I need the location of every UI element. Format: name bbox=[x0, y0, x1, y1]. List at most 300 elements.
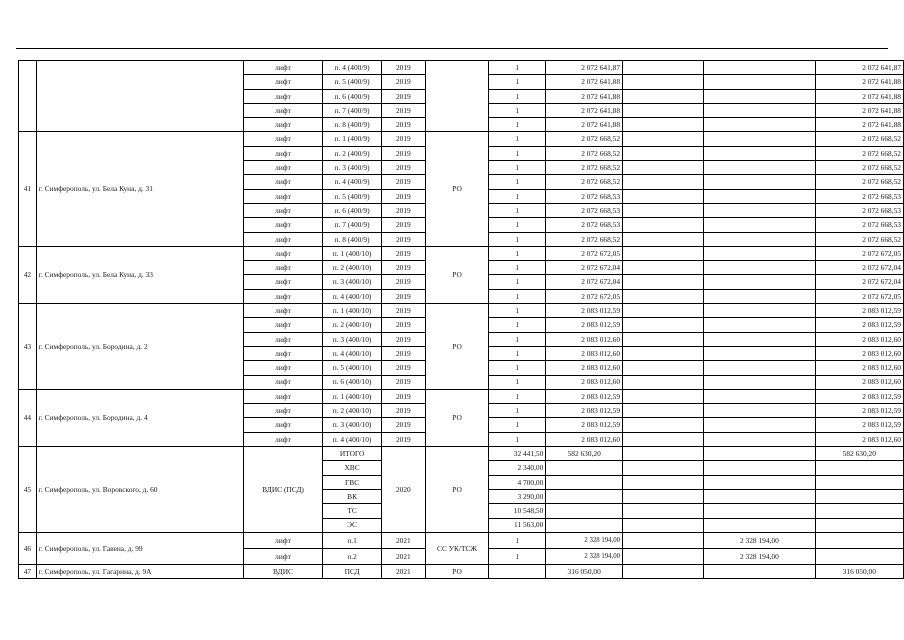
empty-cell bbox=[623, 447, 704, 461]
year-cell: 2019 bbox=[381, 432, 425, 446]
entrance-cell: п.1 bbox=[323, 532, 381, 548]
cost-cell: 2 083 012,60 bbox=[546, 432, 623, 446]
year-cell: 2019 bbox=[381, 418, 425, 432]
entrance-cell: п. 1 (400/9) bbox=[323, 132, 381, 146]
total-cell: 2 072 672,04 bbox=[815, 261, 903, 275]
entrance-cell: п. 3 (400/10) bbox=[323, 275, 381, 289]
entrance-cell: п. 5 (400/9) bbox=[323, 75, 381, 89]
total-cell: 2 083 012,59 bbox=[815, 389, 903, 403]
total-cell: 2 072 672,04 bbox=[815, 275, 903, 289]
empty-cell bbox=[623, 489, 704, 503]
work-type-cell: лифт bbox=[243, 89, 323, 103]
empty-cell bbox=[623, 548, 704, 564]
table-row bbox=[19, 246, 904, 260]
work-type-cell: ВДИС bbox=[243, 564, 323, 578]
empty-cell bbox=[704, 361, 815, 375]
quantity-cell: 1 bbox=[489, 261, 546, 275]
work-type-cell: лифт bbox=[243, 332, 323, 346]
empty-cell bbox=[704, 418, 815, 432]
entrance-cell: п. 5 (400/9) bbox=[323, 189, 381, 203]
quantity-cell: 1 bbox=[489, 548, 546, 564]
total-cell bbox=[815, 489, 903, 503]
total-cell: 2 072 668,52 bbox=[815, 132, 903, 146]
year-cell: 2019 bbox=[381, 89, 425, 103]
entrance-cell: п. 3 (400/10) bbox=[323, 332, 381, 346]
quantity-cell: 1 bbox=[489, 389, 546, 403]
total-cell bbox=[815, 461, 903, 475]
empty-cell bbox=[704, 389, 815, 403]
year-cell: 2019 bbox=[381, 332, 425, 346]
quantity-cell: 1 bbox=[489, 418, 546, 432]
total-cell bbox=[815, 518, 903, 532]
extra-cost-cell: 2 328 194,00 bbox=[704, 548, 815, 564]
entrance-cell: п. 2 (400/10) bbox=[323, 261, 381, 275]
empty-cell bbox=[623, 75, 704, 89]
empty-cell bbox=[704, 289, 815, 303]
cost-cell: 2 072 668,52 bbox=[546, 132, 623, 146]
total-cell: 2 083 012,60 bbox=[815, 332, 903, 346]
cost-cell bbox=[546, 504, 623, 518]
empty-cell bbox=[623, 146, 704, 160]
cost-cell: 2 083 012,60 bbox=[546, 361, 623, 375]
work-type-cell: лифт bbox=[243, 61, 323, 75]
address-cell: г. Симферополь, ул. Бела Куна, д. 33 bbox=[36, 246, 243, 303]
entrance-cell: п. 2 (400/10) bbox=[323, 318, 381, 332]
row-number: 45 bbox=[19, 447, 37, 533]
cost-cell bbox=[546, 489, 623, 503]
entrance-cell: п. 2 (400/10) bbox=[323, 404, 381, 418]
year-cell: 2019 bbox=[381, 389, 425, 403]
work-type-cell: лифт bbox=[243, 432, 323, 446]
empty-cell bbox=[704, 261, 815, 275]
year-cell: 2019 bbox=[381, 203, 425, 217]
year-cell: 2019 bbox=[381, 261, 425, 275]
work-type-cell: лифт bbox=[243, 532, 323, 548]
year-cell: 2019 bbox=[381, 232, 425, 246]
empty-cell bbox=[623, 318, 704, 332]
work-type-cell: лифт bbox=[243, 146, 323, 160]
cost-cell: 2 083 012,59 bbox=[546, 404, 623, 418]
address-cell: г. Симферополь, ул. Бородина, д. 4 bbox=[36, 389, 243, 446]
cost-cell: 2 083 012,59 bbox=[546, 304, 623, 318]
empty-cell bbox=[623, 532, 704, 548]
entrance-cell: п. 6 (400/9) bbox=[323, 203, 381, 217]
empty-cell bbox=[623, 203, 704, 217]
total-cell: 2 072 668,52 bbox=[815, 232, 903, 246]
work-type-cell: лифт bbox=[243, 548, 323, 564]
empty-cell bbox=[623, 504, 704, 518]
empty-cell bbox=[623, 103, 704, 117]
total-cell: 2 083 012,60 bbox=[815, 432, 903, 446]
cost-cell: 2 072 672,05 bbox=[546, 246, 623, 260]
quantity-cell: 1 bbox=[489, 89, 546, 103]
address-cell bbox=[36, 61, 243, 132]
year-cell: 2021 bbox=[381, 532, 425, 548]
empty-cell bbox=[623, 475, 704, 489]
empty-cell bbox=[704, 61, 815, 75]
empty-cell bbox=[623, 261, 704, 275]
year-cell: 2019 bbox=[381, 304, 425, 318]
cost-cell: 2 072 668,52 bbox=[546, 232, 623, 246]
work-type-cell: лифт bbox=[243, 275, 323, 289]
quantity-cell: 1 bbox=[489, 275, 546, 289]
entrance-cell: п. 7 (400/9) bbox=[323, 103, 381, 117]
quantity-cell: 1 bbox=[489, 175, 546, 189]
work-type-cell: лифт bbox=[243, 118, 323, 132]
cost-cell: 2 083 012,59 bbox=[546, 418, 623, 432]
entrance-cell: п. 3 (400/10) bbox=[323, 418, 381, 432]
work-type-cell: лифт bbox=[243, 418, 323, 432]
funding-source-cell: РО bbox=[425, 304, 488, 390]
empty-cell bbox=[623, 132, 704, 146]
empty-cell bbox=[623, 275, 704, 289]
total-cell: 2 072 641,88 bbox=[815, 89, 903, 103]
entrance-cell: п. 3 (400/9) bbox=[323, 161, 381, 175]
cost-cell bbox=[546, 475, 623, 489]
empty-cell bbox=[623, 61, 704, 75]
funding-source-cell bbox=[425, 61, 488, 132]
total-cell bbox=[815, 504, 903, 518]
empty-cell bbox=[704, 318, 815, 332]
year-cell: 2019 bbox=[381, 61, 425, 75]
table-row bbox=[19, 61, 904, 75]
empty-cell bbox=[623, 461, 704, 475]
total-cell: 2 083 012,60 bbox=[815, 375, 903, 389]
empty-cell bbox=[623, 246, 704, 260]
system-cell: ХВС bbox=[323, 461, 381, 475]
total-cell: 2 072 668,53 bbox=[815, 203, 903, 217]
entrance-cell: п. 1 (400/10) bbox=[323, 246, 381, 260]
quantity-cell: 1 bbox=[489, 332, 546, 346]
year-cell: 2019 bbox=[381, 118, 425, 132]
quantity-cell: 3 290,00 bbox=[489, 489, 546, 503]
quantity-cell: 1 bbox=[489, 103, 546, 117]
cost-cell: 2 072 668,52 bbox=[546, 161, 623, 175]
year-cell: 2020 bbox=[381, 447, 425, 533]
total-cell: 2 072 641,88 bbox=[815, 103, 903, 117]
entrance-cell: п. 4 (400/9) bbox=[323, 175, 381, 189]
quantity-cell: 1 bbox=[489, 361, 546, 375]
system-cell: ИТОГО bbox=[323, 447, 381, 461]
empty-cell bbox=[704, 246, 815, 260]
quantity-cell: 2 340,00 bbox=[489, 461, 546, 475]
quantity-cell: 1 bbox=[489, 375, 546, 389]
quantity-cell: 1 bbox=[489, 532, 546, 548]
empty-cell bbox=[704, 103, 815, 117]
cost-cell: 2 072 641,87 bbox=[546, 61, 623, 75]
funding-source-cell: РО bbox=[425, 132, 488, 246]
empty-cell bbox=[623, 518, 704, 532]
empty-cell bbox=[623, 564, 704, 578]
empty-cell bbox=[623, 432, 704, 446]
work-type-cell: лифт bbox=[243, 304, 323, 318]
quantity-cell: 4 700,00 bbox=[489, 475, 546, 489]
entrance-cell: п. 2 (400/9) bbox=[323, 146, 381, 160]
work-type-cell: лифт bbox=[243, 161, 323, 175]
empty-cell bbox=[704, 89, 815, 103]
work-type-cell: ВДИС (ПСД) bbox=[243, 447, 323, 533]
empty-cell bbox=[704, 189, 815, 203]
year-cell: 2021 bbox=[381, 548, 425, 564]
empty-cell bbox=[704, 432, 815, 446]
total-cell: 316 050,00 bbox=[815, 564, 903, 578]
entrance-cell: п. 4 (400/9) bbox=[323, 61, 381, 75]
entrance-cell: п. 4 (400/10) bbox=[323, 289, 381, 303]
total-cell: 2 072 668,52 bbox=[815, 146, 903, 160]
empty-cell bbox=[623, 361, 704, 375]
empty-cell bbox=[489, 564, 546, 578]
empty-cell bbox=[704, 118, 815, 132]
cost-cell: 2 072 668,53 bbox=[546, 203, 623, 217]
work-type-cell: лифт bbox=[243, 218, 323, 232]
empty-cell bbox=[704, 461, 815, 475]
year-cell: 2019 bbox=[381, 246, 425, 260]
empty-cell bbox=[704, 346, 815, 360]
quantity-cell: 1 bbox=[489, 304, 546, 318]
empty-cell bbox=[623, 404, 704, 418]
work-type-cell: лифт bbox=[243, 189, 323, 203]
empty-cell bbox=[704, 175, 815, 189]
work-type-cell: лифт bbox=[243, 289, 323, 303]
cost-cell bbox=[546, 518, 623, 532]
empty-cell bbox=[704, 161, 815, 175]
work-type-cell: лифт bbox=[243, 389, 323, 403]
year-cell: 2019 bbox=[381, 161, 425, 175]
total-cell: 2 083 012,60 bbox=[815, 346, 903, 360]
entrance-cell: ПСД bbox=[323, 564, 381, 578]
year-cell: 2019 bbox=[381, 132, 425, 146]
empty-cell bbox=[623, 89, 704, 103]
total-cell: 582 630,20 bbox=[815, 447, 903, 461]
empty-cell bbox=[704, 275, 815, 289]
table-body bbox=[19, 61, 904, 579]
empty-cell bbox=[623, 218, 704, 232]
empty-cell bbox=[704, 218, 815, 232]
work-type-cell: лифт bbox=[243, 75, 323, 89]
address-cell: г. Симферополь, ул. Воровского, д. 60 bbox=[36, 447, 243, 533]
empty-cell bbox=[704, 146, 815, 160]
address-cell: г. Симферополь, ул. Бородина, д. 2 bbox=[36, 304, 243, 390]
row-number: 47 bbox=[19, 564, 37, 578]
empty-cell bbox=[815, 548, 903, 564]
empty-cell bbox=[623, 189, 704, 203]
work-type-cell: лифт bbox=[243, 175, 323, 189]
entrance-cell: п. 4 (400/10) bbox=[323, 346, 381, 360]
extra-cost-cell: 2 328 194,00 bbox=[704, 532, 815, 548]
empty-cell bbox=[704, 75, 815, 89]
row-number: 41 bbox=[19, 132, 37, 246]
system-cell: ТС bbox=[323, 504, 381, 518]
empty-cell bbox=[704, 332, 815, 346]
work-type-cell: лифт bbox=[243, 375, 323, 389]
funding-source-cell: СС УК/ТСЖ bbox=[425, 532, 488, 564]
table-row bbox=[19, 304, 904, 318]
total-cell: 2 072 641,88 bbox=[815, 75, 903, 89]
empty-cell bbox=[704, 232, 815, 246]
total-cell: 2 083 012,59 bbox=[815, 318, 903, 332]
address-cell: г. Симферополь, ул. Гавена, д. 99 bbox=[36, 532, 243, 564]
empty-cell bbox=[623, 118, 704, 132]
funding-source-cell: РО bbox=[425, 564, 488, 578]
total-cell: 2 072 672,05 bbox=[815, 246, 903, 260]
cost-cell: 2 328 194,00 bbox=[546, 548, 623, 564]
work-type-cell: лифт bbox=[243, 246, 323, 260]
work-type-cell: лифт bbox=[243, 132, 323, 146]
system-cell: ЭС bbox=[323, 518, 381, 532]
quantity-cell: 1 bbox=[489, 118, 546, 132]
empty-cell bbox=[704, 375, 815, 389]
cost-cell: 2 072 672,04 bbox=[546, 275, 623, 289]
work-type-cell: лифт bbox=[243, 261, 323, 275]
year-cell: 2019 bbox=[381, 218, 425, 232]
quantity-cell: 1 bbox=[489, 75, 546, 89]
total-cell: 2 083 012,59 bbox=[815, 418, 903, 432]
empty-cell bbox=[623, 232, 704, 246]
row-number: 42 bbox=[19, 246, 37, 303]
work-type-cell: лифт bbox=[243, 404, 323, 418]
year-cell: 2019 bbox=[381, 75, 425, 89]
empty-cell bbox=[704, 475, 815, 489]
empty-cell bbox=[704, 404, 815, 418]
quantity-cell: 1 bbox=[489, 246, 546, 260]
year-cell: 2019 bbox=[381, 289, 425, 303]
quantity-cell: 1 bbox=[489, 289, 546, 303]
year-cell: 2019 bbox=[381, 146, 425, 160]
total-cell: 2 072 641,87 bbox=[815, 61, 903, 75]
total-cell: 2 072 668,53 bbox=[815, 189, 903, 203]
total-cell bbox=[815, 475, 903, 489]
work-type-cell: лифт bbox=[243, 103, 323, 117]
quantity-cell: 1 bbox=[489, 161, 546, 175]
table-row bbox=[19, 389, 904, 403]
cost-cell: 2 072 641,88 bbox=[546, 103, 623, 117]
empty-cell bbox=[623, 346, 704, 360]
total-cell: 2 072 668,52 bbox=[815, 175, 903, 189]
row-number: 43 bbox=[19, 304, 37, 390]
year-cell: 2019 bbox=[381, 275, 425, 289]
empty-cell bbox=[704, 518, 815, 532]
entrance-cell: п. 5 (400/10) bbox=[323, 361, 381, 375]
total-cell: 2 072 672,05 bbox=[815, 289, 903, 303]
cost-cell bbox=[546, 461, 623, 475]
quantity-cell: 1 bbox=[489, 432, 546, 446]
entrance-cell: п.2 bbox=[323, 548, 381, 564]
total-cell: 2 072 668,53 bbox=[815, 218, 903, 232]
entrance-cell: п. 6 (400/9) bbox=[323, 89, 381, 103]
works-table bbox=[18, 60, 904, 579]
work-type-cell: лифт bbox=[243, 203, 323, 217]
cost-cell: 2 072 672,04 bbox=[546, 261, 623, 275]
top-rule bbox=[16, 48, 888, 49]
empty-cell bbox=[623, 389, 704, 403]
empty-cell bbox=[623, 304, 704, 318]
quantity-cell: 1 bbox=[489, 61, 546, 75]
total-cell: 2 072 668,52 bbox=[815, 161, 903, 175]
entrance-cell: п. 1 (400/10) bbox=[323, 304, 381, 318]
row-number bbox=[19, 61, 37, 132]
cost-cell: 2 072 668,53 bbox=[546, 189, 623, 203]
table-row bbox=[19, 532, 904, 548]
row-number: 44 bbox=[19, 389, 37, 446]
empty-cell bbox=[704, 489, 815, 503]
total-cell: 2 083 012,59 bbox=[815, 404, 903, 418]
total-cell: 2 083 012,59 bbox=[815, 304, 903, 318]
funding-source-cell: РО bbox=[425, 246, 488, 303]
year-cell: 2019 bbox=[381, 318, 425, 332]
entrance-cell: п. 8 (400/9) bbox=[323, 232, 381, 246]
system-cell: ГВС bbox=[323, 475, 381, 489]
quantity-cell: 32 441,50 bbox=[489, 447, 546, 461]
year-cell: 2019 bbox=[381, 346, 425, 360]
empty-cell bbox=[815, 532, 903, 548]
work-type-cell: лифт bbox=[243, 361, 323, 375]
cost-cell: 2 083 012,60 bbox=[546, 332, 623, 346]
table-row bbox=[19, 447, 904, 461]
quantity-cell: 1 bbox=[489, 146, 546, 160]
year-cell: 2019 bbox=[381, 404, 425, 418]
quantity-cell: 1 bbox=[489, 404, 546, 418]
cost-cell: 316 050,00 bbox=[546, 564, 623, 578]
row-number: 46 bbox=[19, 532, 37, 564]
quantity-cell: 1 bbox=[489, 189, 546, 203]
cost-cell: 2 072 641,88 bbox=[546, 118, 623, 132]
empty-cell bbox=[704, 132, 815, 146]
empty-cell bbox=[623, 418, 704, 432]
entrance-cell: п. 8 (400/9) bbox=[323, 118, 381, 132]
empty-cell bbox=[623, 175, 704, 189]
entrance-cell: п. 7 (400/9) bbox=[323, 218, 381, 232]
year-cell: 2019 bbox=[381, 189, 425, 203]
quantity-cell: 1 bbox=[489, 132, 546, 146]
empty-cell bbox=[704, 203, 815, 217]
cost-cell: 2 072 672,05 bbox=[546, 289, 623, 303]
empty-cell bbox=[704, 304, 815, 318]
entrance-cell: п. 4 (400/10) bbox=[323, 432, 381, 446]
system-cell: ВК bbox=[323, 489, 381, 503]
empty-cell bbox=[704, 504, 815, 518]
empty-cell bbox=[623, 375, 704, 389]
table-row bbox=[19, 564, 904, 578]
funding-source-cell: РО bbox=[425, 447, 488, 533]
cost-cell: 2 328 194,00 bbox=[546, 532, 623, 548]
cost-cell: 2 072 641,88 bbox=[546, 89, 623, 103]
quantity-cell: 1 bbox=[489, 203, 546, 217]
work-type-cell: лифт bbox=[243, 346, 323, 360]
cost-cell: 2 072 641,88 bbox=[546, 75, 623, 89]
entrance-cell: п. 6 (400/10) bbox=[323, 375, 381, 389]
cost-cell: 2 083 012,59 bbox=[546, 318, 623, 332]
cost-cell: 2 072 668,52 bbox=[546, 175, 623, 189]
year-cell: 2021 bbox=[381, 564, 425, 578]
empty-cell bbox=[623, 332, 704, 346]
total-cell: 2 083 012,60 bbox=[815, 361, 903, 375]
cost-cell: 2 072 668,52 bbox=[546, 146, 623, 160]
table-row bbox=[19, 132, 904, 146]
cost-cell: 2 083 012,59 bbox=[546, 389, 623, 403]
cost-cell: 582 630,20 bbox=[546, 447, 623, 461]
quantity-cell: 11 563,00 bbox=[489, 518, 546, 532]
year-cell: 2019 bbox=[381, 361, 425, 375]
empty-cell bbox=[623, 161, 704, 175]
empty-cell bbox=[704, 447, 815, 461]
cost-cell: 2 083 012,60 bbox=[546, 346, 623, 360]
address-cell: г. Симферополь, ул. Бела Куна, д. 31 bbox=[36, 132, 243, 246]
year-cell: 2019 bbox=[381, 103, 425, 117]
year-cell: 2019 bbox=[381, 175, 425, 189]
funding-source-cell: РО bbox=[425, 389, 488, 446]
quantity-cell: 1 bbox=[489, 318, 546, 332]
work-type-cell: лифт bbox=[243, 232, 323, 246]
